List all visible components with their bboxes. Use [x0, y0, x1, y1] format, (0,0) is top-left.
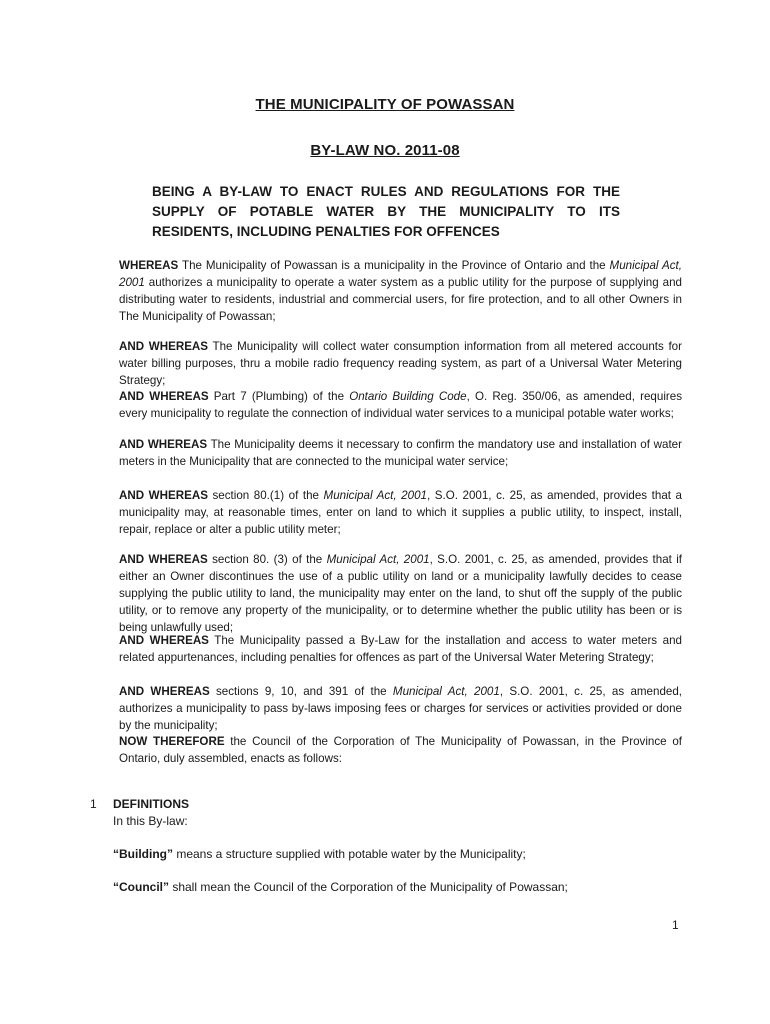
bylaw-number: BY-LAW NO. 2011-08 [310, 142, 460, 159]
recital-paragraph: AND WHEREAS sections 9, 10, and 391 of the Municipal Act, 2001, S.O. 2001, c. 25, as amended, authorizes a municipality to pass by-laws imposing fees or charges for services or activities provided or done by the municipality; [119, 685, 683, 732]
definition-item: “Council” shall mean the Council of the Corporation of the Municipality of Powassan; [113, 880, 568, 894]
recital-paragraph: AND WHEREAS Part 7 (Plumbing) of the Ontario Building Code, O. Reg. 350/06, as amended, requires every municipality to regulate the connection of individual water services to a municipal potable water works; [119, 390, 682, 420]
bylaw-subject: BEING A BY-LAW TO ENACT RULES AND REGULATIONS FOR THE SUPPLY OF POTABLE WATER BY THE MUNICIPALITY TO ITS RESIDENTS, INCLUDING PENALTIES FOR OFFENCES [152, 184, 620, 239]
municipality-title: THE MUNICIPALITY OF POWASSAN [255, 96, 515, 113]
section-title: DEFINITIONS [113, 797, 190, 811]
recital-paragraph: AND WHEREAS section 80.(1) of the Municipal Act, 2001, S.O. 2001, c. 25, as amended, provides that a municipality may, at reasonable times, enter on land to which it supplies a public utility, to inspect, install, repair, replace or alter a public utility meter; [119, 489, 682, 536]
recital-paragraph: WHEREAS The Municipality of Powassan is a municipality in the Province of Ontario and the Municipal Act, 2001 authorizes a municipality to operate a water system as a public utility for the purpose of supplying and distributing water to residents, industrial and commercial users, for fire protection, and to all other Owners in The Municipality of Powassan; [119, 259, 682, 323]
recital-paragraph: AND WHEREAS The Municipality deems it necessary to confirm the mandatory use and installation of water meters in the Municipality that are connected to the municipal water service; [119, 438, 682, 468]
recital-paragraph: AND WHEREAS The Municipality passed a By-Law for the installation and access to water meters and related appurtenances, including penalties for offences as part of the Universal Water Metering Strategy; [119, 634, 682, 664]
enacting-clause: NOW THEREFORE the Council of the Corporation of The Municipality of Powassan, in the Province of Ontario, duly assembled, enacts as follows: [119, 735, 682, 765]
definition-item: “Building” means a structure supplied with potable water by the Municipality; [113, 847, 526, 861]
section-intro: In this By-law: [113, 814, 188, 828]
section-number: 1 [90, 797, 97, 811]
recital-paragraph: AND WHEREAS The Municipality will collect water consumption information from all metered accounts for water billing purposes, thru a mobile radio frequency reading system, as part of a Universal Water Metering Strategy; [119, 340, 682, 387]
recital-paragraph: AND WHEREAS section 80. (3) of the Municipal Act, 2001, S.O. 2001, c. 25, as amended, provides that if either an Owner discontinues the use of a public utility on land or a municipality lawfully decides to cease supplying the public utility to land, the municipality may enter on the land, to shut off the supply of the public utility, or to remove any property of the municipality, or to determine whether the public utility has been or is being unlawfully used; [119, 553, 682, 634]
page-number: 1 [672, 918, 679, 932]
